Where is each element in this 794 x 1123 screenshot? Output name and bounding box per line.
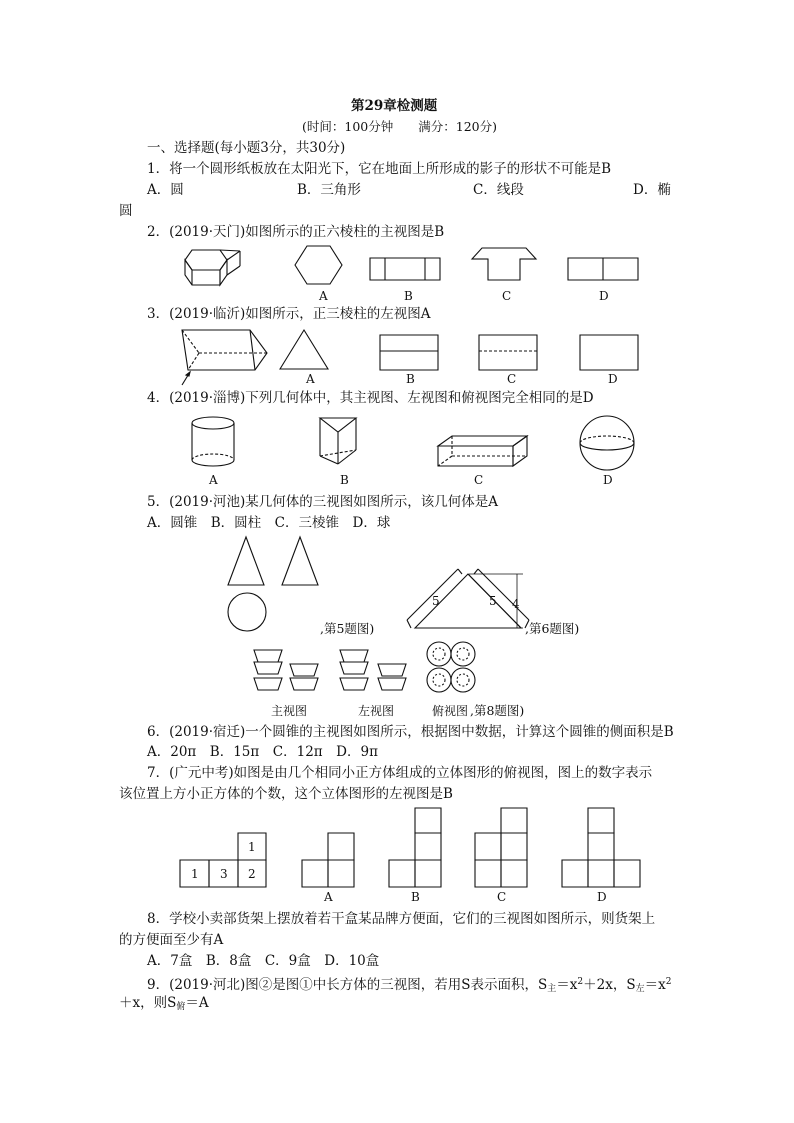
q9-line1-mid2: ＋2x，S xyxy=(583,977,636,993)
q3-label-c: C xyxy=(507,372,517,386)
q2-label-d: D xyxy=(599,289,609,303)
fig5-top-view-circle xyxy=(228,593,266,631)
fig5-front-view-triangle xyxy=(228,537,264,585)
hex-prism-figure xyxy=(185,250,240,285)
fig8-caption: ,第8题图) xyxy=(470,703,525,718)
option-b-rect xyxy=(380,335,438,370)
q9-sup-2: 2 xyxy=(665,977,672,987)
fig6-label-height: 4 xyxy=(512,597,520,611)
fig6-label-right: 5 xyxy=(489,594,497,608)
q5-options: A．圆锥 B．圆柱 C．三棱锥 D．球 xyxy=(147,515,391,531)
q7-label-a: A xyxy=(324,890,333,904)
q7-grid-num-2: 3 xyxy=(220,867,228,881)
q9-sub-main: 主 xyxy=(547,984,557,994)
q9-line2-post: ＝A xyxy=(185,995,209,1011)
q3-label-b: B xyxy=(406,372,415,386)
fig8-front-view xyxy=(254,650,318,690)
q2-label-c: C xyxy=(502,289,512,303)
q7-stem-line2: 该位置上方小正方体的个数，这个立体图形的左视图是B xyxy=(119,786,453,802)
q7-option-d xyxy=(562,808,640,887)
q1-option-a: A．圆 xyxy=(147,182,184,198)
page-subtitle: (时间：100分钟 满分：120分) xyxy=(302,119,497,134)
option-b-rect xyxy=(370,258,440,280)
q3-label-d: D xyxy=(608,372,618,386)
fig8-label-front: 主视图 xyxy=(271,704,308,718)
q2-figures xyxy=(180,243,650,303)
q7-label-b: B xyxy=(411,890,420,904)
q1-option-d: D．椭 xyxy=(633,182,671,198)
option-a-cylinder xyxy=(192,417,234,466)
q4-label-d: D xyxy=(603,473,613,487)
q4-label-b: B xyxy=(340,473,349,487)
page-title: 第29章检测题 xyxy=(351,98,438,114)
q9-line2-pre: ＋x，则S xyxy=(119,995,177,1011)
fig5-caption: ,第5题图) xyxy=(320,621,375,636)
fig8-label-left: 左视图 xyxy=(358,704,395,718)
section-heading: 一、选择题(每小题3分，共30分) xyxy=(147,140,346,156)
fig6-label-left: 5 xyxy=(432,594,440,608)
q8-stem-line1: 8．学校小卖部货架上摆放着若干盒某品牌方便面，它们的三视图如图所示，则货架上 xyxy=(147,911,656,927)
option-d-sphere xyxy=(580,416,634,470)
q1-option-b: B．三角形 xyxy=(297,182,361,198)
q1-option-d-wrap: 圆 xyxy=(119,203,133,219)
q4-label-a: A xyxy=(209,473,218,487)
fig5-left-view-triangle xyxy=(282,537,318,585)
fig8-label-top: 俯视图 xyxy=(432,704,469,718)
q7-grid-num-3: 2 xyxy=(248,867,256,881)
option-a-triangle xyxy=(280,330,328,369)
q1-option-c: C．线段 xyxy=(473,182,524,198)
option-d-rect xyxy=(580,335,638,370)
fig8-top-view xyxy=(427,642,475,692)
triangular-prism-figure xyxy=(182,330,267,385)
q3-label-a: A xyxy=(306,372,315,386)
q9-sub-left: 左 xyxy=(635,984,645,994)
option-d-rect xyxy=(568,258,638,280)
q7-option-b xyxy=(389,808,441,887)
q9-sub-top: 俯 xyxy=(176,1002,186,1012)
q7-grid-num-1: 1 xyxy=(191,867,199,881)
q9-sup-1: 2 xyxy=(577,977,584,987)
q7-option-a xyxy=(302,833,354,887)
q9-line1-mid3: ＝x xyxy=(644,977,666,993)
fig8-left-view xyxy=(340,650,406,690)
q7-grid-num-top: 1 xyxy=(248,840,256,854)
q7-label-d: D xyxy=(597,890,607,904)
fig8-three-views xyxy=(248,640,488,698)
q6-options: A．20π B．15π C．12π D．9π xyxy=(147,744,378,760)
option-a-hexagon xyxy=(295,246,342,284)
q7-label-c: C xyxy=(497,890,507,904)
q9-line2 xyxy=(119,994,209,1016)
q9-line1-pre: 9．(2019·河北)图②是图①中长方体的三视图，若用S表示面积，S xyxy=(147,977,548,993)
fig6-caption: ,第6题图) xyxy=(525,621,580,636)
q1-stem: 1．将一个圆形纸板放在太阳光下，它在地面上所形成的影子的形状不可能是B xyxy=(147,161,612,177)
q4-figures xyxy=(180,410,650,472)
option-b-prism xyxy=(320,418,356,464)
q4-stem: 4．(2019·淄博)下列几何体中，其主视图、左视图和俯视图完全相同的是D xyxy=(147,390,594,406)
q2-label-b: B xyxy=(404,289,413,303)
q9-line1 xyxy=(147,973,671,998)
q2-label-a: A xyxy=(319,289,328,303)
q7-stem-line1: 7．(广元中考)如图是由几个相同小正方体组成的立体图形的俯视图，图上的数字表示 xyxy=(147,765,653,781)
option-c-rect xyxy=(479,335,537,370)
q8-options: A．7盒 B．8盒 C．9盒 D．10盒 xyxy=(147,953,380,969)
option-c-shape xyxy=(472,248,536,280)
q7-option-c xyxy=(475,808,527,887)
fig5-three-views xyxy=(224,535,324,635)
q2-stem: 2．(2019·天门)如图所示的正六棱柱的主视图是B xyxy=(147,224,445,240)
option-c-cuboid xyxy=(438,436,527,466)
q5-stem: 5．(2019·河池)某几何体的三视图如图所示，该几何体是A xyxy=(147,494,499,510)
q9-line1-mid1: ＝x xyxy=(556,977,578,993)
q4-label-c: C xyxy=(474,473,484,487)
q6-stem: 6．(2019·宿迁)一个圆锥的主视图如图所示，根据图中数据，计算这个圆锥的侧面积是B xyxy=(147,724,674,740)
q8-stem-line2: 的方便面至少有A xyxy=(119,932,224,948)
q3-stem: 3．(2019·临沂)如图所示，正三棱柱的左视图A xyxy=(147,306,431,322)
